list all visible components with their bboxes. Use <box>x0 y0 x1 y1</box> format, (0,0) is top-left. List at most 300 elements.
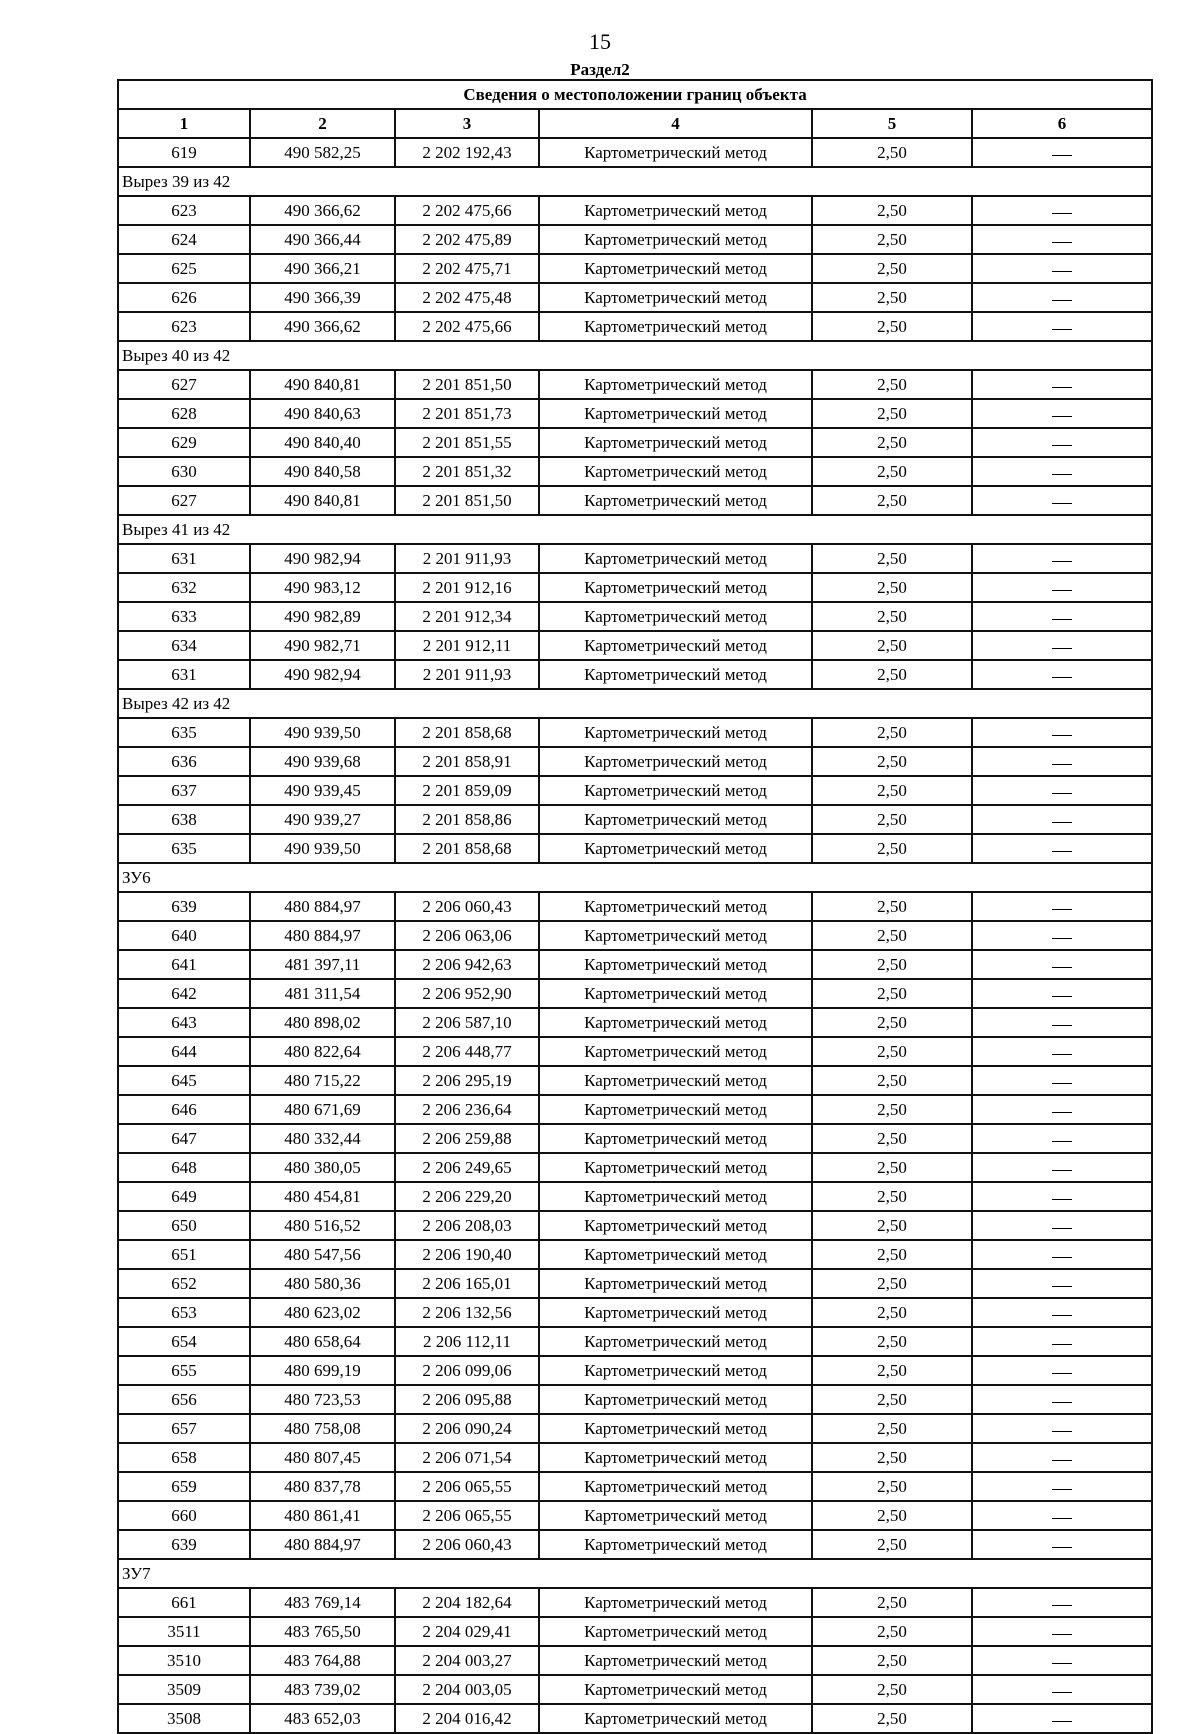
coordinate-x-cell: 490 582,25 <box>250 138 395 167</box>
coordinate-y-cell: 2 201 858,68 <box>395 834 539 863</box>
table-row <box>118 1240 1152 1269</box>
coordinate-x-cell: 483 769,14 <box>250 1588 395 1617</box>
dash-mark <box>1052 1692 1072 1693</box>
coordinate-y-cell: 2 202 475,66 <box>395 312 539 341</box>
accuracy-cell: 2,50 <box>812 1704 972 1733</box>
coordinate-x-cell: 480 580,36 <box>250 1269 395 1298</box>
accuracy-cell: 2,50 <box>812 138 972 167</box>
method-cell: Картометрический метод <box>539 196 812 225</box>
dash-mark <box>1052 329 1072 330</box>
group-label: ЗУ7 <box>118 1559 1152 1588</box>
coordinate-x-cell: 483 764,88 <box>250 1646 395 1675</box>
dash-mark <box>1052 242 1072 243</box>
table-row <box>118 1327 1152 1356</box>
remark-cell <box>972 776 1152 805</box>
method-cell: Картометрический метод <box>539 399 812 428</box>
coordinate-y-cell: 2 201 911,93 <box>395 660 539 689</box>
remark-cell <box>972 312 1152 341</box>
method-cell: Картометрический метод <box>539 950 812 979</box>
point-number-cell: 639 <box>118 892 250 921</box>
point-number-cell: 656 <box>118 1385 250 1414</box>
coordinate-y-cell: 2 201 858,91 <box>395 747 539 776</box>
coordinate-x-cell: 480 861,41 <box>250 1501 395 1530</box>
method-cell: Картометрический метод <box>539 776 812 805</box>
coordinate-y-cell: 2 206 090,24 <box>395 1414 539 1443</box>
accuracy-cell: 2,50 <box>812 457 972 486</box>
table-row <box>118 1588 1152 1617</box>
accuracy-cell: 2,50 <box>812 1588 972 1617</box>
method-cell: Картометрический метод <box>539 1472 812 1501</box>
dash-mark <box>1052 155 1072 156</box>
remark-cell <box>972 457 1152 486</box>
group-label: Вырез 42 из 42 <box>118 689 1152 718</box>
method-cell: Картометрический метод <box>539 1327 812 1356</box>
coordinate-y-cell: 2 206 060,43 <box>395 892 539 921</box>
table-row <box>118 254 1152 283</box>
accuracy-cell: 2,50 <box>812 1646 972 1675</box>
table-row <box>118 399 1152 428</box>
point-number-cell: 627 <box>118 370 250 399</box>
method-cell: Картометрический метод <box>539 254 812 283</box>
table-row <box>118 1037 1152 1066</box>
accuracy-cell: 2,50 <box>812 1501 972 1530</box>
remark-cell <box>972 805 1152 834</box>
point-number-cell: 624 <box>118 225 250 254</box>
accuracy-cell: 2,50 <box>812 1269 972 1298</box>
point-number-cell: 639 <box>118 1530 250 1559</box>
table-row <box>118 1472 1152 1501</box>
dash-mark <box>1052 735 1072 736</box>
coordinate-x-cell: 480 807,45 <box>250 1443 395 1472</box>
coordinate-y-cell: 2 201 851,73 <box>395 399 539 428</box>
table-row <box>118 602 1152 631</box>
coordinate-x-cell: 490 840,40 <box>250 428 395 457</box>
point-number-cell: 657 <box>118 1414 250 1443</box>
table-row <box>118 1008 1152 1037</box>
coordinate-x-cell: 480 715,22 <box>250 1066 395 1095</box>
coordinate-x-cell: 490 939,68 <box>250 747 395 776</box>
table-row <box>118 1385 1152 1414</box>
point-number-cell: 3510 <box>118 1646 250 1675</box>
coordinate-x-cell: 490 982,94 <box>250 660 395 689</box>
table-row <box>118 1211 1152 1240</box>
coordinate-x-cell: 490 939,50 <box>250 834 395 863</box>
point-number-cell: 655 <box>118 1356 250 1385</box>
remark-cell <box>972 1182 1152 1211</box>
method-cell: Картометрический метод <box>539 1675 812 1704</box>
coordinate-x-cell: 490 840,63 <box>250 399 395 428</box>
method-cell: Картометрический метод <box>539 457 812 486</box>
column-header: 4 <box>539 109 812 138</box>
group-row <box>118 515 1152 544</box>
method-cell: Картометрический метод <box>539 1066 812 1095</box>
coordinate-y-cell: 2 206 229,20 <box>395 1182 539 1211</box>
method-cell: Картометрический метод <box>539 138 812 167</box>
remark-cell <box>972 1385 1152 1414</box>
point-number-cell: 3511 <box>118 1617 250 1646</box>
coordinate-x-cell: 490 366,62 <box>250 312 395 341</box>
accuracy-cell: 2,50 <box>812 631 972 660</box>
remark-cell <box>972 1240 1152 1269</box>
remark-cell <box>972 1298 1152 1327</box>
accuracy-cell: 2,50 <box>812 254 972 283</box>
accuracy-cell: 2,50 <box>812 1211 972 1240</box>
group-row <box>118 341 1152 370</box>
accuracy-cell: 2,50 <box>812 1298 972 1327</box>
method-cell: Картометрический метод <box>539 718 812 747</box>
coordinate-y-cell: 2 204 003,05 <box>395 1675 539 1704</box>
coordinate-x-cell: 490 840,81 <box>250 370 395 399</box>
dash-mark <box>1052 1228 1072 1229</box>
table-row <box>118 979 1152 1008</box>
coordinate-y-cell: 2 206 448,77 <box>395 1037 539 1066</box>
coordinate-x-cell: 480 671,69 <box>250 1095 395 1124</box>
remark-cell <box>972 1153 1152 1182</box>
remark-cell <box>972 225 1152 254</box>
table-row <box>118 950 1152 979</box>
coordinate-x-cell: 480 516,52 <box>250 1211 395 1240</box>
dash-mark <box>1052 1141 1072 1142</box>
coordinate-x-cell: 490 366,39 <box>250 283 395 312</box>
remark-cell <box>972 544 1152 573</box>
remark-cell <box>972 1037 1152 1066</box>
coordinate-y-cell: 2 201 912,34 <box>395 602 539 631</box>
remark-cell <box>972 1269 1152 1298</box>
method-cell: Картометрический метод <box>539 1269 812 1298</box>
remark-cell <box>972 428 1152 457</box>
accuracy-cell: 2,50 <box>812 283 972 312</box>
table-row <box>118 660 1152 689</box>
group-label: Вырез 41 из 42 <box>118 515 1152 544</box>
coordinate-y-cell: 2 202 475,71 <box>395 254 539 283</box>
point-number-cell: 642 <box>118 979 250 1008</box>
method-cell: Картометрический метод <box>539 979 812 1008</box>
accuracy-cell: 2,50 <box>812 1037 972 1066</box>
coordinate-y-cell: 2 201 912,11 <box>395 631 539 660</box>
table-row <box>118 312 1152 341</box>
coordinate-x-cell: 490 366,44 <box>250 225 395 254</box>
remark-cell <box>972 254 1152 283</box>
accuracy-cell: 2,50 <box>812 979 972 1008</box>
coordinate-y-cell: 2 201 851,50 <box>395 370 539 399</box>
remark-cell <box>972 138 1152 167</box>
remark-cell <box>972 1530 1152 1559</box>
accuracy-cell: 2,50 <box>812 573 972 602</box>
coordinate-y-cell: 2 206 095,88 <box>395 1385 539 1414</box>
point-number-cell: 646 <box>118 1095 250 1124</box>
point-number-cell: 647 <box>118 1124 250 1153</box>
remark-cell <box>972 1356 1152 1385</box>
dash-mark <box>1052 967 1072 968</box>
coordinate-y-cell: 2 202 475,66 <box>395 196 539 225</box>
accuracy-cell: 2,50 <box>812 312 972 341</box>
accuracy-cell: 2,50 <box>812 428 972 457</box>
group-row <box>118 1559 1152 1588</box>
remark-cell <box>972 1211 1152 1240</box>
dash-mark <box>1052 1286 1072 1287</box>
method-cell: Картометрический метод <box>539 631 812 660</box>
remark-cell <box>972 950 1152 979</box>
accuracy-cell: 2,50 <box>812 1675 972 1704</box>
method-cell: Картометрический метод <box>539 428 812 457</box>
method-cell: Картометрический метод <box>539 1298 812 1327</box>
point-number-cell: 661 <box>118 1588 250 1617</box>
accuracy-cell: 2,50 <box>812 1385 972 1414</box>
remark-cell <box>972 892 1152 921</box>
coordinate-y-cell: 2 206 190,40 <box>395 1240 539 1269</box>
point-number-cell: 619 <box>118 138 250 167</box>
method-cell: Картометрический метод <box>539 834 812 863</box>
accuracy-cell: 2,50 <box>812 1153 972 1182</box>
coordinate-y-cell: 2 201 851,32 <box>395 457 539 486</box>
coordinate-x-cell: 480 822,64 <box>250 1037 395 1066</box>
dash-mark <box>1052 1170 1072 1171</box>
coordinate-y-cell: 2 206 259,88 <box>395 1124 539 1153</box>
table-row <box>118 1356 1152 1385</box>
remark-cell <box>972 1617 1152 1646</box>
point-number-cell: 645 <box>118 1066 250 1095</box>
point-number-cell: 650 <box>118 1211 250 1240</box>
dash-mark <box>1052 1373 1072 1374</box>
remark-cell <box>972 486 1152 515</box>
coordinate-x-cell: 480 758,08 <box>250 1414 395 1443</box>
dash-mark <box>1052 474 1072 475</box>
coordinate-y-cell: 2 201 851,50 <box>395 486 539 515</box>
accuracy-cell: 2,50 <box>812 1414 972 1443</box>
point-number-cell: 626 <box>118 283 250 312</box>
method-cell: Картометрический метод <box>539 1704 812 1733</box>
point-number-cell: 641 <box>118 950 250 979</box>
dash-mark <box>1052 1199 1072 1200</box>
method-cell: Картометрический метод <box>539 225 812 254</box>
method-cell: Картометрический метод <box>539 1211 812 1240</box>
table-row <box>118 138 1152 167</box>
point-number-cell: 654 <box>118 1327 250 1356</box>
method-cell: Картометрический метод <box>539 602 812 631</box>
page-number: 15 <box>589 29 611 54</box>
dash-mark <box>1052 938 1072 939</box>
dash-mark <box>1052 1344 1072 1345</box>
dash-mark <box>1052 1605 1072 1606</box>
method-cell: Картометрический метод <box>539 370 812 399</box>
method-cell: Картометрический метод <box>539 544 812 573</box>
coordinate-y-cell: 2 206 071,54 <box>395 1443 539 1472</box>
section-title: Раздел2 <box>570 60 630 79</box>
dash-mark <box>1052 1634 1072 1635</box>
point-number-cell: 638 <box>118 805 250 834</box>
coordinate-y-cell: 2 206 295,19 <box>395 1066 539 1095</box>
dash-mark <box>1052 503 1072 504</box>
accuracy-cell: 2,50 <box>812 399 972 428</box>
group-row <box>118 863 1152 892</box>
remark-cell <box>972 1414 1152 1443</box>
dash-mark <box>1052 1431 1072 1432</box>
dash-mark <box>1052 822 1072 823</box>
coordinate-y-cell: 2 202 192,43 <box>395 138 539 167</box>
table-row <box>118 1675 1152 1704</box>
table-row <box>118 776 1152 805</box>
table-row <box>118 718 1152 747</box>
table-row <box>118 892 1152 921</box>
dash-mark <box>1052 1257 1072 1258</box>
group-label: Вырез 40 из 42 <box>118 341 1152 370</box>
dash-mark <box>1052 387 1072 388</box>
coordinate-y-cell: 2 201 858,86 <box>395 805 539 834</box>
remark-cell <box>972 1327 1152 1356</box>
point-number-cell: 658 <box>118 1443 250 1472</box>
accuracy-cell: 2,50 <box>812 1066 972 1095</box>
method-cell: Картометрический метод <box>539 1530 812 1559</box>
remark-cell <box>972 1066 1152 1095</box>
dash-mark <box>1052 996 1072 997</box>
accuracy-cell: 2,50 <box>812 834 972 863</box>
remark-cell <box>972 283 1152 312</box>
coordinate-y-cell: 2 206 065,55 <box>395 1472 539 1501</box>
table-row <box>118 457 1152 486</box>
coordinate-x-cell: 483 765,50 <box>250 1617 395 1646</box>
coordinate-x-cell: 480 837,78 <box>250 1472 395 1501</box>
table-row <box>118 1704 1152 1733</box>
coordinate-y-cell: 2 201 859,09 <box>395 776 539 805</box>
column-header: 1 <box>118 109 250 138</box>
method-cell: Картометрический метод <box>539 312 812 341</box>
dash-mark <box>1052 1460 1072 1461</box>
accuracy-cell: 2,50 <box>812 544 972 573</box>
coordinate-y-cell: 2 206 942,63 <box>395 950 539 979</box>
accuracy-cell: 2,50 <box>812 1327 972 1356</box>
coordinate-x-cell: 480 380,05 <box>250 1153 395 1182</box>
coordinate-y-cell: 2 204 016,42 <box>395 1704 539 1733</box>
remark-cell <box>972 1501 1152 1530</box>
remark-cell <box>972 370 1152 399</box>
coordinate-x-cell: 490 982,94 <box>250 544 395 573</box>
remark-cell <box>972 1646 1152 1675</box>
coordinate-y-cell: 2 202 475,48 <box>395 283 539 312</box>
accuracy-cell: 2,50 <box>812 921 972 950</box>
method-cell: Картометрический метод <box>539 1124 812 1153</box>
coordinate-x-cell: 483 739,02 <box>250 1675 395 1704</box>
point-number-cell: 640 <box>118 921 250 950</box>
dash-mark <box>1052 1663 1072 1664</box>
group-label: ЗУ6 <box>118 863 1152 892</box>
remark-cell <box>972 1704 1152 1733</box>
coordinate-x-cell: 490 366,21 <box>250 254 395 283</box>
accuracy-cell: 2,50 <box>812 776 972 805</box>
table-caption-row <box>118 80 1152 109</box>
coordinate-y-cell: 2 206 249,65 <box>395 1153 539 1182</box>
point-number-cell: 630 <box>118 457 250 486</box>
group-label: Вырез 39 из 42 <box>118 167 1152 196</box>
dash-mark <box>1052 909 1072 910</box>
accuracy-cell: 2,50 <box>812 1472 972 1501</box>
point-number-cell: 635 <box>118 718 250 747</box>
point-number-cell: 629 <box>118 428 250 457</box>
coordinate-x-cell: 490 366,62 <box>250 196 395 225</box>
coordinate-y-cell: 2 201 912,16 <box>395 573 539 602</box>
dash-mark <box>1052 1083 1072 1084</box>
coordinate-y-cell: 2 204 182,64 <box>395 1588 539 1617</box>
coordinate-x-cell: 490 939,50 <box>250 718 395 747</box>
method-cell: Картометрический метод <box>539 1646 812 1675</box>
table-row <box>118 1095 1152 1124</box>
coordinate-x-cell: 480 884,97 <box>250 892 395 921</box>
method-cell: Картометрический метод <box>539 1182 812 1211</box>
dash-mark <box>1052 619 1072 620</box>
coordinate-x-cell: 480 623,02 <box>250 1298 395 1327</box>
table-row <box>118 1153 1152 1182</box>
remark-cell <box>972 834 1152 863</box>
coordinate-x-cell: 490 983,12 <box>250 573 395 602</box>
table-row <box>118 486 1152 515</box>
table-row <box>118 1298 1152 1327</box>
dash-mark <box>1052 1112 1072 1113</box>
coordinate-x-cell: 490 982,71 <box>250 631 395 660</box>
remark-cell <box>972 1095 1152 1124</box>
method-cell: Картометрический метод <box>539 1037 812 1066</box>
dash-mark <box>1052 590 1072 591</box>
method-cell: Картометрический метод <box>539 1356 812 1385</box>
accuracy-cell: 2,50 <box>812 1240 972 1269</box>
dash-mark <box>1052 1721 1072 1722</box>
point-number-cell: 634 <box>118 631 250 660</box>
coordinate-x-cell: 490 982,89 <box>250 602 395 631</box>
method-cell: Картометрический метод <box>539 573 812 602</box>
remark-cell <box>972 1675 1152 1704</box>
table-row <box>118 573 1152 602</box>
group-row <box>118 167 1152 196</box>
dash-mark <box>1052 561 1072 562</box>
coordinate-x-cell: 490 840,81 <box>250 486 395 515</box>
remark-cell <box>972 1588 1152 1617</box>
method-cell: Картометрический метод <box>539 1153 812 1182</box>
dash-mark <box>1052 793 1072 794</box>
method-cell: Картометрический метод <box>539 1240 812 1269</box>
remark-cell <box>972 979 1152 1008</box>
table-row <box>118 1443 1152 1472</box>
coordinate-y-cell: 2 206 587,10 <box>395 1008 539 1037</box>
accuracy-cell: 2,50 <box>812 1356 972 1385</box>
method-cell: Картометрический метод <box>539 892 812 921</box>
table-row <box>118 1414 1152 1443</box>
method-cell: Картометрический метод <box>539 1095 812 1124</box>
remark-cell <box>972 1472 1152 1501</box>
coordinate-y-cell: 2 201 858,68 <box>395 718 539 747</box>
remark-cell <box>972 718 1152 747</box>
coordinate-y-cell: 2 201 851,55 <box>395 428 539 457</box>
accuracy-cell: 2,50 <box>812 805 972 834</box>
point-number-cell: 623 <box>118 312 250 341</box>
table-row <box>118 283 1152 312</box>
coordinate-x-cell: 480 723,53 <box>250 1385 395 1414</box>
dash-mark <box>1052 1518 1072 1519</box>
accuracy-cell: 2,50 <box>812 747 972 776</box>
method-cell: Картометрический метод <box>539 1385 812 1414</box>
point-number-cell: 643 <box>118 1008 250 1037</box>
point-number-cell: 637 <box>118 776 250 805</box>
table-row <box>118 1530 1152 1559</box>
dash-mark <box>1052 1315 1072 1316</box>
boundary-table <box>117 79 1153 1734</box>
column-header: 2 <box>250 109 395 138</box>
coordinate-y-cell: 2 204 029,41 <box>395 1617 539 1646</box>
remark-cell <box>972 602 1152 631</box>
remark-cell <box>972 196 1152 225</box>
accuracy-cell: 2,50 <box>812 1530 972 1559</box>
coordinate-y-cell: 2 206 952,90 <box>395 979 539 1008</box>
remark-cell <box>972 1008 1152 1037</box>
dash-mark <box>1052 851 1072 852</box>
table-row <box>118 1182 1152 1211</box>
